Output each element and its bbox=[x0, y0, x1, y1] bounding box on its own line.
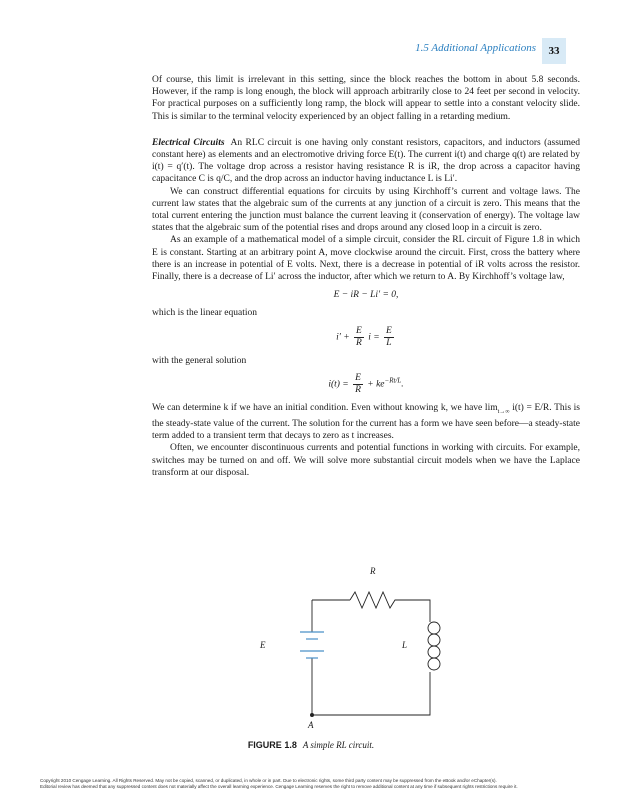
equation-linear bbox=[152, 326, 580, 349]
equation-solution bbox=[152, 373, 580, 396]
label-resistor: R bbox=[370, 566, 376, 576]
figure-title: A simple RL circuit. bbox=[302, 740, 375, 750]
paragraph-electrical-circuits bbox=[152, 137, 580, 186]
limit-subscript: t→∞ bbox=[497, 408, 510, 415]
paragraph-4: As an example of a mathematical model of a simple circuit, consider the RL circuit of Figure 1.8 in which E is constant. Starting at an arbitrary point A, move clockwise around the circuit. First, cross the battery where there is an increase in potential of E volts. Next, there is a decrease in potential of iR volts across the resistor. Finally, there is a decrease of Li′ across the inductor, after which we return to A. By Kirchhoff’s voltage law, bbox=[152, 235, 580, 283]
eq3-left: i(t) = bbox=[328, 379, 349, 390]
paragraph-2-text: An RLC circuit is one having only constant resistors, capacitors, and inductors (assumed constant here) as elements and an electromotive driving force E(t). The current i(t) and charge q(t) are related by i(t) = q′(t). The voltage drop across a resistor having resistance R is iR, the drop across a capacitor having capacitance C is q/C, and the drop across an inductor having inductance L is Li′. bbox=[152, 137, 581, 185]
paragraph-1: Of course, this limit is irrelevant in this setting, since the block reaches the bottom in about 5.8 seconds. However, if the ramp is long enough, the block will approach arbitrarily close to 24 feet per second in velocity. For practical purposes on a sufficiently long ramp, the block will appear to settle into a constant velocity slide. This is similar to the terminal velocity experienced by an object falling in a retarding medium. bbox=[152, 75, 580, 122]
eq3-end: . bbox=[401, 379, 404, 390]
paragraph-3: We can construct differential equations for circuits by using Kirchhoff’s current and voltage laws. The current law states that the algebraic sum of the currents at any junction of a circuit is zero. This means that the total current entering the junction must balance the current leaving it (conservation of energy). The voltage law states that the algebraic sum of the potential rises and drops around any closed loop in a circuit is zero. bbox=[152, 186, 580, 234]
circuit-wire-top-right bbox=[400, 600, 430, 622]
inductor-coil-4 bbox=[428, 658, 440, 670]
footer-line-1: Copyright 2010 Cengage Learning. All Rights Reserved. May not be copied, scanned, or duplicated, in whole or in part. Due to electronic rights, some third party content may be suppressed from the eBook and/or eChapter(s). bbox=[40, 778, 497, 783]
figure-caption bbox=[0, 740, 622, 750]
eq2-rhs-fraction bbox=[384, 326, 394, 349]
figure-rl-circuit bbox=[250, 560, 450, 730]
paragraph-7 bbox=[152, 402, 580, 443]
paragraph-6: with the general solution bbox=[152, 355, 247, 366]
inductor-coil-2 bbox=[428, 634, 440, 646]
eq3-exponent: −Rt/L bbox=[384, 376, 402, 385]
footer-line-2: Editorial review has deemed that any suppressed content does not materially affect the overall learning experience. Cengage Learning reserves the right to remove additional content at any time if subsequent rights restrictions require it. bbox=[40, 784, 518, 789]
paragraph-8: Often, we encounter discontinuous currents and potential functions in working with circuits. For example, switches may be turned on and off. We will solve more substantial circuit models when we have the Laplace transform at our disposal. bbox=[152, 443, 580, 478]
eq3-frac-num: E bbox=[355, 372, 361, 383]
eq3-mid: + ke bbox=[367, 379, 385, 390]
label-inductor: L bbox=[402, 640, 408, 650]
copyright-footer bbox=[40, 778, 600, 790]
page-number: 33 bbox=[542, 38, 566, 64]
eq3-fraction bbox=[353, 373, 363, 396]
inductor-coil-3 bbox=[428, 646, 440, 658]
resistor-symbol bbox=[350, 592, 400, 608]
paragraph-5: which is the linear equation bbox=[152, 308, 257, 319]
section-title: 1.5 Additional Applications bbox=[415, 42, 536, 54]
eq2-rhs-num: E bbox=[386, 325, 392, 336]
eq2-fraction bbox=[354, 326, 364, 349]
eq2-frac-den: R bbox=[356, 337, 362, 348]
inductor-coil-1 bbox=[428, 622, 440, 634]
label-battery: E bbox=[260, 640, 266, 650]
paragraph-7b: i(t) = E/R. This is the steady-state value of the current. The solution for the current has a form we have seen before—a steady-state term added to a transient term that decays to zero as t increases. bbox=[152, 402, 581, 442]
circuit-diagram bbox=[250, 560, 450, 730]
paragraph-7a: We can determine k if we have an initial condition. Even without knowing k, we have lim bbox=[152, 402, 498, 413]
point-a-dot bbox=[310, 713, 314, 717]
circuit-wire-right-bottom bbox=[312, 672, 430, 715]
run-in-heading: Electrical Circuits bbox=[152, 137, 225, 148]
body-text-top bbox=[152, 74, 580, 479]
eq2-mid: i = bbox=[368, 332, 380, 343]
figure-number: FIGURE 1.8 bbox=[247, 740, 297, 750]
eq2-frac-num: E bbox=[356, 325, 362, 336]
eq3-frac-den: R bbox=[355, 384, 361, 395]
page-header bbox=[0, 38, 622, 64]
eq2-rhs-den: L bbox=[386, 337, 392, 348]
eq2-left: i′ + bbox=[336, 332, 350, 343]
label-point-a: A bbox=[308, 720, 314, 730]
equation-kirchhoff: E − iR − Li′ = 0, bbox=[333, 290, 399, 301]
